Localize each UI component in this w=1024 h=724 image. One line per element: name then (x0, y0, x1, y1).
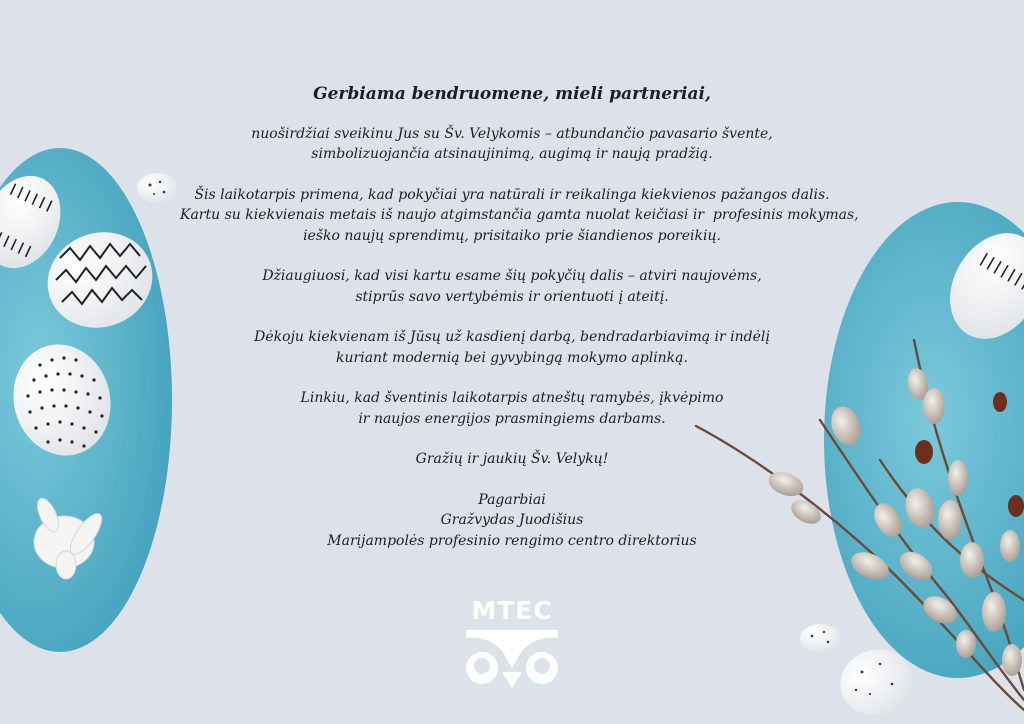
egg-speckled-right-small (800, 624, 840, 652)
letter-line: Linkiu, kad šventinis laikotarpis atneštų ramybės, įkvėpimo (300, 390, 724, 406)
paragraph-4 (180, 327, 844, 368)
letter-line: kuriant modernią bei gyvybingą mokymo aplinką. (336, 349, 688, 366)
signature-closing: Pagarbiai (478, 491, 546, 508)
letter-line: Džiaugiuosi, kad visi kartu esame šių pokyčių dalis – atviri naujovėms, (262, 268, 762, 284)
logo-text: MTEC (471, 596, 553, 625)
easter-letter (180, 84, 859, 551)
paragraph-2 (180, 185, 859, 247)
letter-line: simbolizuojančia atsinaujinimą, augimą ir naują pradžią. (311, 146, 713, 162)
paragraph-1 (180, 124, 844, 165)
letter-line: Kartu su kiekvienais metais iš naujo atgimstančia gamta nuolat keičiasi ir profesinis mokymas, (180, 207, 859, 223)
letter-line: Gražių ir jaukių Šv. Velykų! (415, 451, 609, 467)
egg-speckled-small (137, 173, 177, 203)
paragraph-5 (180, 388, 844, 429)
letter-line: Šis laikotarpis primena, kad pokyčiai yra natūrali ir reikalinga kiekvienos pažangos dalis. (194, 186, 830, 203)
letter-line: stiprūs savo vertybėmis ir orientuoti į ateitį. (355, 288, 669, 305)
signature-name: Gražvydas Juodišius (440, 512, 584, 528)
paragraph-6 (180, 449, 844, 470)
letter-line: nuoširdžiai sveikinu Jus su Šv. Velykomis – atbundančio pavasario švente, (251, 125, 773, 142)
letter-line: ieško naujų sprendimų, prisitaiko prie šiandienos poreikių. (303, 227, 721, 244)
logo-mark-icon (462, 628, 562, 690)
signature-block (180, 490, 844, 552)
mtec-logo (462, 596, 562, 696)
letter-line: Dėkoju kiekvienam iš Jūsų už kasdienį darbą, bendradarbiavimą ir indėlį (254, 329, 770, 345)
letter-line: ir naujos energijos prasmingiems darbams. (358, 410, 666, 427)
signature-title: Marijampolės profesinio rengimo centro direktorius (327, 532, 697, 549)
letter-greeting: Gerbiama bendruomene, mieli partneriai, (313, 84, 711, 104)
paragraph-3 (180, 266, 844, 307)
